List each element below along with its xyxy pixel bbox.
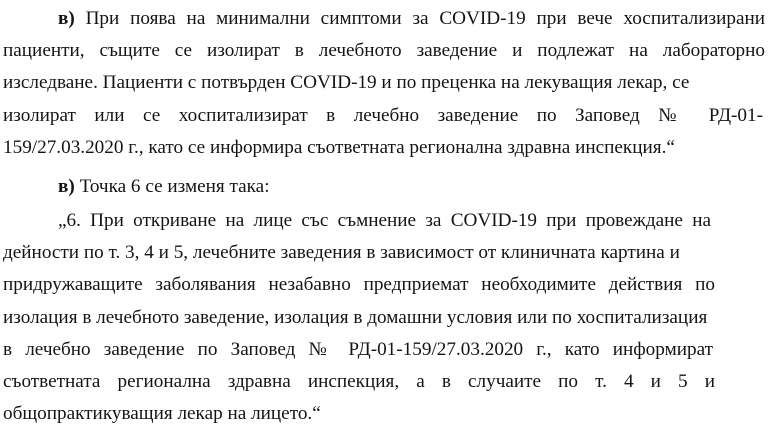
paragraph-v-point6-intro <box>0 171 773 203</box>
paragraph-line: придружаващите заболявания незабавно предприемат необходимите действия по <box>3 274 715 296</box>
paragraph-marker: в) <box>58 8 75 29</box>
paragraph-marker: в) <box>58 176 75 197</box>
paragraph-v-symptoms <box>0 3 773 164</box>
paragraph-point-6 <box>0 205 773 430</box>
paragraph-line <box>0 171 773 203</box>
paragraph-line: дейности по т. 3, 4 и 5, лечебните заведения в зависимост от клиничната картина и <box>3 242 680 264</box>
paragraph-line: общопрактикуващия лекар на лицето.“ <box>3 403 321 425</box>
paragraph-line: изолация в лечебното заведение, изолация в домашни условия или по хоспитализация <box>3 306 708 328</box>
paragraph-line: „6. При откриване на лице със съмнение за COVID-19 при провеждане на <box>58 210 711 231</box>
paragraph-line: 159/27.03.2020 г., като се информира съответната регионална здравна инспекция.“ <box>3 136 675 158</box>
paragraph-line: изолират или се хоспитализират в лечебно заведение по Заповед № РД-01- <box>3 104 763 126</box>
paragraph-line-text: При поява на минимални симптоми за COVID-19 при вече хоспитализирани <box>85 8 766 29</box>
paragraph-line: в лечебно заведение по Заповед № РД-01-159/27.03.2020 г., като информират <box>3 338 713 360</box>
paragraph-line <box>0 3 773 35</box>
paragraph-line-text: Точка 6 се изменя така: <box>79 176 270 197</box>
paragraph-line: изследване. Пациенти с потвърден COVID-19 и по преценка на лекуващия лекар, се <box>3 72 690 94</box>
paragraph-line: съответната регионална здравна инспекция, а в случаите по т. 4 и 5 и <box>3 371 715 393</box>
paragraph-line: пациенти, същите се изолират в лечебното заведение и подлежат на лабораторно <box>3 40 765 62</box>
